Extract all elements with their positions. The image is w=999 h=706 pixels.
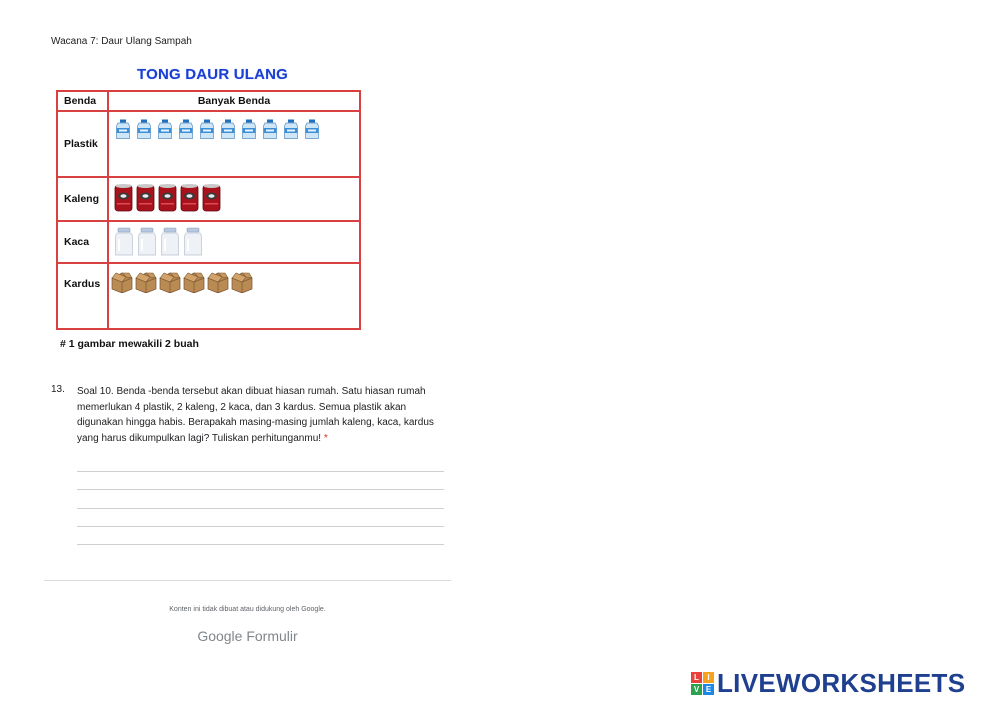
glass-jar-icon: [160, 227, 180, 262]
water-bottle-icon: [198, 119, 216, 145]
water-bottle-icon: [156, 119, 174, 145]
water-bottle-icon: [282, 119, 300, 145]
water-bottle-icon: [177, 119, 195, 145]
logo-block: V: [691, 684, 702, 695]
row-label-kardus: Kardus: [56, 262, 109, 330]
answer-line[interactable]: [77, 489, 444, 490]
google-disclaimer: Konten ini tidak dibuat atau didukung oleh Google.: [169, 606, 326, 613]
water-bottle-icon: [135, 119, 153, 145]
soda-can-icon: [114, 183, 133, 218]
cardboard-box-icon: [159, 269, 181, 298]
liveworksheets-blocks: [691, 672, 714, 695]
soda-can-icon: [202, 183, 221, 218]
water-bottle-icon: [240, 119, 258, 145]
icon-group-kardus: [111, 269, 311, 298]
icon-group-kaca: [114, 227, 354, 262]
soda-can-icon: [136, 183, 155, 218]
logo-block: I: [703, 672, 714, 683]
water-bottle-icon: [261, 119, 279, 145]
google-forms-logo: Google Formulir: [197, 628, 298, 644]
liveworksheets-logo: [691, 668, 965, 699]
cardboard-box-icon: [135, 269, 157, 298]
cardboard-box-icon: [207, 269, 229, 298]
row-label-kaca: Kaca: [56, 220, 109, 264]
answer-line[interactable]: [77, 526, 444, 527]
glass-jar-icon: [183, 227, 203, 262]
row-label-kaleng: Kaleng: [56, 176, 109, 222]
pictograph-caption: # 1 gambar mewakili 2 buah: [60, 338, 199, 350]
answer-line[interactable]: [77, 471, 444, 472]
answer-line[interactable]: [77, 544, 444, 545]
icon-group-plastik: [114, 119, 354, 145]
section-title: Wacana 7: Daur Ulang Sampah: [51, 36, 192, 47]
water-bottle-icon: [219, 119, 237, 145]
liveworksheets-wordmark: LIVEWORKSHEETS: [717, 668, 966, 698]
cardboard-box-icon: [111, 269, 133, 298]
soda-can-icon: [180, 183, 199, 218]
water-bottle-icon: [114, 119, 132, 145]
icon-group-kaleng: [114, 183, 354, 218]
water-bottle-icon: [303, 119, 321, 145]
pictograph-table: [56, 90, 361, 330]
row-label-plastik: Plastik: [56, 110, 109, 178]
footer-divider: [44, 580, 451, 581]
cardboard-box-icon: [183, 269, 205, 298]
answer-line[interactable]: [77, 508, 444, 509]
logo-block: E: [703, 684, 714, 695]
question-text: Soal 10. Benda -benda tersebut akan dibuat hiasan rumah. Satu hiasan rumah memerlukan 4 plastik, 2 kaleng, 2 kaca, dan 3 kardus. Semua plastik akan digunakan hingga habis. Berapakah masing-masing jumlah kaleng, kaca, kardus yang harus dikumpulkan lagi? Tuliskan perhitunganmu!: [77, 386, 434, 444]
question-number: 13.: [51, 384, 65, 395]
pictograph-title: TONG DAUR ULANG: [137, 66, 289, 83]
header-category: Benda: [56, 90, 109, 112]
glass-jar-icon: [137, 227, 157, 262]
required-marker: *: [323, 432, 328, 444]
cardboard-box-icon: [231, 269, 253, 298]
soda-can-icon: [158, 183, 177, 218]
question-text-block: [77, 384, 447, 446]
header-value: Banyak Benda: [107, 90, 361, 112]
glass-jar-icon: [114, 227, 134, 262]
logo-block: L: [691, 672, 702, 683]
